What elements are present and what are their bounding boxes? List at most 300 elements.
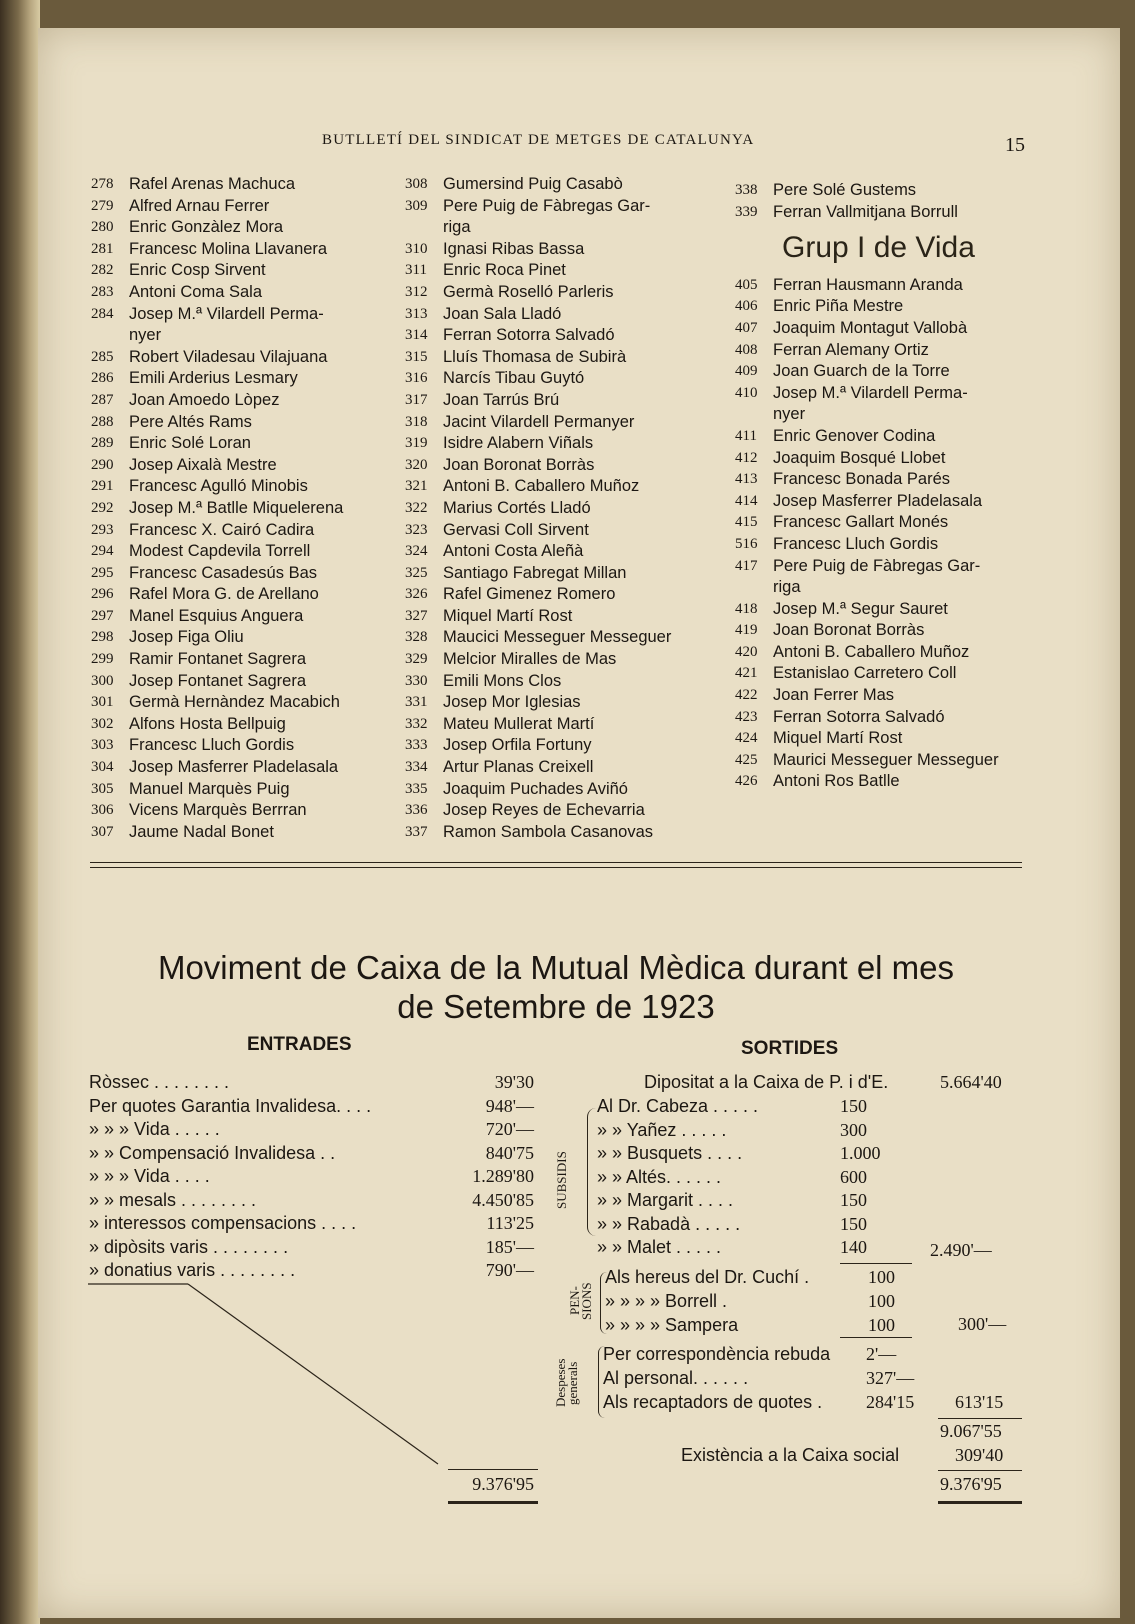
- subsidi-label: Al Dr. Cabeza . . . . .: [597, 1096, 759, 1116]
- member-number: 339: [735, 203, 758, 220]
- member-name: Germà Hernàndez Macabich: [129, 693, 340, 712]
- member-number: 415: [735, 514, 758, 531]
- member-number: 323: [405, 521, 428, 538]
- member-row: [735, 202, 1035, 224]
- member-row: [405, 476, 715, 498]
- member-row: [405, 606, 715, 628]
- member-row: [91, 627, 391, 649]
- member-name: Gervasi Coll Sirvent: [443, 520, 589, 539]
- member-name: Ferran Vallmitjana Borrull: [773, 202, 958, 221]
- section-title-line-1: Moviment de Caixa de la Mutual Mèdica durant el mes: [157, 949, 955, 986]
- despesa-label: Al personal. . . . . .: [603, 1367, 749, 1388]
- member-row: [735, 318, 1035, 340]
- member-number: 304: [91, 759, 114, 776]
- member-name: Joan Tarrús Brú: [443, 390, 560, 409]
- pensio-label: » » » » Borrell .: [605, 1290, 728, 1311]
- member-name: Melcior Miralles de Mas: [443, 650, 617, 669]
- member-name: Joan Boronat Borràs: [443, 455, 595, 474]
- member-row: [91, 714, 391, 736]
- member-list-column-3: [735, 180, 1035, 793]
- entrades-total: 9.376'95: [472, 1474, 534, 1494]
- entrada-label: » » » Vida . . . .: [89, 1166, 210, 1186]
- member-name: Antoni Ros Batlle: [773, 772, 900, 791]
- member-row: [405, 757, 715, 779]
- member-row: [735, 404, 1035, 426]
- member-name: Francesc Lluch Gordis: [773, 534, 939, 553]
- member-row: [735, 296, 1035, 318]
- member-row: [735, 340, 1035, 362]
- member-name: Francesc Molina Llavanera: [129, 239, 328, 258]
- member-name: Gumersind Puig Casabò: [443, 175, 623, 193]
- member-number: 516: [735, 535, 758, 552]
- member-row: [405, 735, 715, 757]
- existencia-amount: 309'40: [955, 1445, 1004, 1465]
- member-number: 336: [405, 802, 428, 819]
- member-number: 325: [405, 564, 428, 581]
- despesa-amount: 284'15: [866, 1391, 915, 1412]
- member-number: 326: [405, 586, 428, 603]
- member-number: 419: [735, 622, 758, 639]
- subsidi-label: » » Yañez . . . . .: [597, 1119, 727, 1140]
- member-number: 321: [405, 478, 428, 495]
- page-number: 15: [1005, 134, 1025, 156]
- member-name: Antoni Costa Aleñà: [443, 542, 584, 561]
- member-name: Narcís Tibau Guytó: [443, 369, 585, 388]
- member-row: [405, 649, 715, 671]
- member-number: 424: [735, 730, 758, 747]
- member-name: Josep M.ª Vilardell Perma-: [773, 383, 968, 402]
- member-row: [405, 433, 715, 455]
- member-name: Rafel Gimenez Romero: [443, 585, 616, 604]
- member-row: [91, 476, 391, 498]
- member-number: 331: [405, 694, 428, 711]
- pensions-total: 300'—: [958, 1314, 1007, 1334]
- deposit-amount: 5.664'40: [940, 1072, 1002, 1092]
- member-number: 292: [91, 499, 114, 516]
- member-number: 281: [91, 240, 114, 257]
- member-number: 426: [735, 773, 758, 790]
- member-row: [405, 800, 715, 822]
- member-row: [405, 498, 715, 520]
- member-number: 407: [735, 319, 758, 336]
- member-name: nyer: [129, 326, 162, 345]
- member-row: [405, 368, 715, 390]
- member-list-continued: [735, 180, 1035, 223]
- member-row: [405, 304, 715, 326]
- member-number: 297: [91, 607, 114, 624]
- member-number: 308: [405, 176, 428, 192]
- member-name: Miquel Martí Rost: [773, 729, 903, 748]
- member-list-column-2: [405, 174, 715, 843]
- pensions-label: PEN-SIONS: [567, 1282, 594, 1320]
- member-row: [91, 433, 391, 455]
- member-name: Joan Ferrer Mas: [773, 686, 895, 705]
- member-row: [735, 491, 1035, 513]
- member-name: Alfred Arnau Ferrer: [129, 196, 270, 215]
- member-name: Joaquim Montagut Vallobà: [773, 318, 968, 337]
- pensions-rule: [840, 1337, 912, 1338]
- member-name: Francesc Agulló Minobis: [129, 477, 308, 496]
- member-name: Josep Mor Iglesias: [443, 693, 581, 712]
- member-number: 338: [735, 182, 758, 198]
- entrada-amount: 4.450'85: [472, 1189, 534, 1210]
- member-row: [405, 584, 715, 606]
- subsidi-amount: 150: [840, 1096, 867, 1116]
- cancel-diagonal: [88, 1280, 458, 1466]
- member-name: Enric Solé Loran: [129, 434, 251, 453]
- member-row: [405, 627, 715, 649]
- despesa-label: Per correspondència rebuda: [603, 1344, 831, 1364]
- member-row: [405, 455, 715, 477]
- entrada-label: Per quotes Garantia Invalidesa. . . .: [89, 1095, 372, 1116]
- member-name: Francesc Casadesús Bas: [129, 563, 318, 582]
- member-row: [735, 180, 1035, 202]
- subsidi-amount: 300: [840, 1119, 867, 1140]
- member-name: Pere Puig de Fàbregas Gar-: [443, 196, 651, 215]
- member-row: [91, 563, 391, 585]
- member-number: 414: [735, 492, 758, 509]
- member-row: [735, 599, 1035, 621]
- member-row: [735, 620, 1035, 642]
- member-number: 285: [91, 348, 114, 365]
- subsidi-label: » » Busquets . . . .: [597, 1143, 743, 1163]
- member-name: Josep M.ª Batlle Miquelerena: [129, 498, 344, 517]
- member-name: Joan Boronat Borràs: [773, 621, 925, 640]
- pensio-label: » » » » Sampera: [605, 1314, 739, 1335]
- member-name: Estanislao Carretero Coll: [773, 664, 957, 683]
- entrada-label: » » mesals . . . . . . . .: [89, 1189, 257, 1210]
- despesa-label: Als recaptadors de quotes .: [603, 1391, 823, 1412]
- member-name: Jaume Nadal Bonet: [129, 822, 274, 841]
- section-title-line-2: de Setembre de 1923: [397, 988, 715, 1025]
- entrada-label: » » » Vida . . . . .: [89, 1119, 220, 1139]
- member-row: [405, 520, 715, 542]
- member-name: Josep Masferrer Pladelasala: [773, 491, 983, 510]
- member-number: 283: [91, 283, 114, 300]
- member-row: [735, 512, 1035, 534]
- member-row: [405, 239, 715, 261]
- member-row: [405, 671, 715, 693]
- member-number: 334: [405, 759, 428, 776]
- member-name: Rafel Arenas Machuca: [129, 175, 296, 193]
- subsidi-amount: 600: [840, 1166, 867, 1187]
- member-name: Josep Fontanet Sagrera: [129, 671, 307, 690]
- entrades-total-double-rule: [448, 1501, 538, 1504]
- member-name: Lluís Thomasa de Subirà: [443, 347, 627, 366]
- member-row: [91, 541, 391, 563]
- member-number: 286: [91, 370, 114, 387]
- group-heading: Grup I de Vida: [782, 231, 975, 265]
- member-name: riga: [773, 578, 801, 597]
- member-number: 324: [405, 543, 428, 560]
- member-row: [405, 174, 715, 196]
- section-title: [90, 948, 1022, 1026]
- member-number: 320: [405, 456, 428, 473]
- member-name: Manuel Marquès Puig: [129, 779, 290, 798]
- member-name: Enric Gonzàlez Mora: [129, 218, 284, 237]
- double-rule-bottom: [90, 867, 1022, 868]
- member-row: [91, 649, 391, 671]
- member-number: 408: [735, 341, 758, 358]
- member-name: Vicens Marquès Berrran: [129, 801, 307, 820]
- member-row: [735, 469, 1035, 491]
- member-name: Maucici Messeguer Messeguer: [443, 628, 672, 647]
- entrades-heading: ENTRADES: [247, 1034, 352, 1055]
- member-name: Enric Genover Codina: [773, 426, 936, 445]
- entrada-label: » dipòsits varis . . . . . . . .: [89, 1236, 289, 1257]
- member-row: [91, 520, 391, 542]
- member-name: Robert Viladesau Vilajuana: [129, 347, 328, 366]
- member-row: [405, 692, 715, 714]
- member-name: Joan Amoedo Lòpez: [129, 390, 280, 409]
- member-row: [405, 196, 715, 218]
- member-number: 288: [91, 413, 114, 430]
- member-number: 421: [735, 665, 758, 682]
- subsidis-brace: [587, 1108, 596, 1236]
- member-row: [91, 671, 391, 693]
- member-number: 289: [91, 435, 114, 452]
- member-number: 287: [91, 391, 114, 408]
- member-name: Rafel Mora G. de Arellano: [129, 585, 319, 604]
- member-number: 330: [405, 672, 428, 689]
- member-row: [91, 455, 391, 477]
- member-name: Modest Capdevila Torrell: [129, 542, 311, 561]
- group-member-list: [735, 275, 1035, 793]
- member-row: [405, 412, 715, 434]
- member-name: Germà Roselló Parleris: [443, 282, 614, 301]
- member-name: Antoni Coma Sala: [129, 282, 262, 301]
- entrades-total-rule: [448, 1469, 538, 1470]
- member-row: [735, 685, 1035, 707]
- entrada-label: » donatius varis . . . . . . . .: [89, 1260, 296, 1280]
- member-row: [735, 426, 1035, 448]
- member-row: [405, 714, 715, 736]
- member-name: Joan Sala Lladó: [443, 304, 562, 323]
- subsidis-label: SUBSIDIS: [554, 1151, 569, 1209]
- member-number: 422: [735, 687, 758, 704]
- member-name: Francesc Lluch Gordis: [129, 736, 295, 755]
- pensio-amount: 100: [868, 1267, 895, 1287]
- member-name: Joaquim Puchades Aviñó: [443, 779, 628, 798]
- member-number: 313: [405, 305, 428, 322]
- member-number: 294: [91, 543, 114, 560]
- sortides-total-double-rule: [938, 1501, 1022, 1504]
- member-number: 411: [735, 427, 757, 444]
- entrada-amount: 790'—: [485, 1260, 534, 1280]
- subsidi-amount: 140: [840, 1237, 867, 1257]
- member-row: [91, 368, 391, 390]
- member-row: [91, 735, 391, 757]
- member-name: Pere Puig de Fàbregas Gar-: [773, 556, 981, 575]
- entrada-amount: 1.289'80: [472, 1166, 534, 1186]
- sortides-total-rule: [938, 1470, 1022, 1471]
- member-number: 307: [91, 823, 114, 840]
- member-name: Ferran Sotorra Salvadó: [773, 707, 945, 726]
- member-row: [91, 584, 391, 606]
- member-number: 311: [405, 262, 427, 279]
- member-row: [735, 577, 1035, 599]
- member-number: 333: [405, 737, 428, 754]
- member-row: [405, 347, 715, 369]
- member-row: [405, 217, 715, 239]
- member-row: [735, 534, 1035, 556]
- member-row: [735, 771, 1035, 793]
- member-number: 412: [735, 449, 758, 466]
- entrada-label: Ròssec . . . . . . . .: [89, 1072, 230, 1092]
- member-name: Francesc X. Cairó Cadira: [129, 520, 315, 539]
- member-number: 303: [91, 737, 114, 754]
- entrada-amount: 948'—: [485, 1095, 534, 1116]
- subsidi-label: » » Rabadà . . . . .: [597, 1213, 741, 1234]
- member-row: [735, 750, 1035, 772]
- member-number: 295: [91, 564, 114, 581]
- member-row: [91, 779, 391, 801]
- subtotal-rule: [938, 1418, 1022, 1419]
- member-name: Joan Guarch de la Torre: [773, 362, 950, 381]
- member-row: [405, 541, 715, 563]
- member-number: 296: [91, 586, 114, 603]
- member-row: [735, 361, 1035, 383]
- entrada-label: » interessos compensacions . . . .: [89, 1213, 357, 1233]
- despeses-label: Despeses generals: [553, 1358, 580, 1408]
- member-row: [735, 642, 1035, 664]
- despeses-total: 613'15: [955, 1392, 1004, 1412]
- member-row: [91, 390, 391, 412]
- subtotal: 9.067'55: [940, 1421, 1002, 1441]
- member-row: [735, 275, 1035, 297]
- member-name: Francesc Gallart Monés: [773, 513, 949, 532]
- pensio-label: Als hereus del Dr. Cuchí .: [605, 1267, 810, 1287]
- member-number: 300: [91, 672, 114, 689]
- member-row: [735, 663, 1035, 685]
- member-number: 406: [735, 298, 758, 315]
- entrada-label: » » Compensació Invalidesa . .: [89, 1142, 336, 1163]
- member-name: Ferran Hausmann Aranda: [773, 275, 963, 294]
- member-row: [405, 822, 715, 844]
- member-number: 319: [405, 435, 428, 452]
- member-number: 282: [91, 262, 114, 279]
- member-name: Francesc Bonada Parés: [773, 470, 951, 489]
- member-name: Manel Esquius Anguera: [129, 606, 304, 625]
- member-number: 337: [405, 823, 428, 840]
- member-row: [91, 196, 391, 218]
- member-number: 413: [735, 471, 758, 488]
- member-number: 328: [405, 629, 428, 646]
- member-number: 316: [405, 370, 428, 387]
- member-name: Isidre Alabern Viñals: [443, 434, 594, 453]
- member-name: Emili Mons Clos: [443, 671, 562, 690]
- member-row: [91, 800, 391, 822]
- subsidis-total: 2.490'—: [930, 1240, 992, 1260]
- member-number: 332: [405, 715, 428, 732]
- member-name: riga: [443, 218, 471, 237]
- existencia-label: Existència a la Caixa social: [681, 1445, 900, 1465]
- member-number: 284: [91, 305, 114, 322]
- member-number: 420: [735, 643, 758, 660]
- member-number: 312: [405, 283, 428, 300]
- despesa-amount: 2'—: [866, 1344, 897, 1364]
- member-name: Miquel Martí Rost: [443, 606, 573, 625]
- member-name: Antoni B. Caballero Muñoz: [773, 642, 970, 661]
- member-row: [735, 556, 1035, 578]
- member-name: Josep M.ª Vilardell Perma-: [129, 304, 324, 323]
- member-row: [405, 390, 715, 412]
- despesa-amount: 327'—: [866, 1367, 915, 1388]
- member-number: 315: [405, 348, 428, 365]
- member-row: [405, 282, 715, 304]
- member-number: 335: [405, 780, 428, 797]
- member-name: Ferran Alemany Ortiz: [773, 340, 929, 359]
- member-name: Enric Cosp Sirvent: [129, 261, 266, 280]
- member-row: [91, 325, 391, 347]
- member-row: [405, 563, 715, 585]
- member-row: [91, 757, 391, 779]
- book-binding: [0, 0, 40, 1624]
- member-number: 290: [91, 456, 114, 473]
- member-number: 293: [91, 521, 114, 538]
- entrada-amount: 720'—: [485, 1119, 534, 1139]
- member-name: Josep Figa Oliu: [129, 628, 244, 647]
- member-number: 329: [405, 651, 428, 668]
- member-number: 291: [91, 478, 114, 495]
- member-number: 306: [91, 802, 114, 819]
- member-number: 417: [735, 557, 758, 574]
- member-row: [91, 347, 391, 369]
- member-number: 310: [405, 240, 428, 257]
- entrada-amount: 185'—: [485, 1236, 534, 1257]
- member-number: 410: [735, 384, 758, 401]
- member-number: 305: [91, 780, 114, 797]
- double-rule-top: [90, 862, 1022, 863]
- subsidi-amount: 150: [840, 1213, 867, 1234]
- member-row: [405, 260, 715, 282]
- member-number: 302: [91, 715, 114, 732]
- subsidi-label: » » Altés. . . . . .: [597, 1166, 722, 1187]
- member-row: [91, 260, 391, 282]
- member-name: Enric Roca Pinet: [443, 261, 566, 280]
- entrada-amount: 840'75: [485, 1142, 534, 1163]
- member-name: Josep Masferrer Pladelasala: [129, 758, 339, 777]
- member-number: 317: [405, 391, 428, 408]
- member-name: Jacint Vilardell Permanyer: [443, 412, 635, 431]
- subsidi-amount: 1.000: [840, 1143, 881, 1163]
- subsidi-label: » » Malet . . . . .: [597, 1237, 722, 1257]
- member-name: Josep Aixalà Mestre: [129, 455, 277, 474]
- member-number: 314: [405, 327, 428, 344]
- subsidi-label: » » Margarit . . . .: [597, 1190, 734, 1210]
- entrada-amount: 113'25: [486, 1213, 534, 1233]
- member-number: 309: [405, 197, 428, 214]
- deposit-label: Dipositat a la Caixa de P. i d'E.: [644, 1072, 889, 1092]
- member-number: 278: [91, 176, 114, 192]
- member-name: Artur Planas Creixell: [443, 758, 594, 777]
- member-row: [91, 606, 391, 628]
- member-name: Mateu Mullerat Martí: [443, 714, 595, 733]
- sortides-heading: SORTIDES: [741, 1038, 839, 1059]
- member-name: Joaquim Bosqué Llobet: [773, 448, 946, 467]
- member-number: 409: [735, 363, 758, 380]
- member-list-column-1: [91, 174, 391, 843]
- member-name: Ferran Sotorra Salvadó: [443, 326, 615, 345]
- member-row: [91, 282, 391, 304]
- member-name: Maurici Messeguer Messeguer: [773, 750, 999, 769]
- pensio-amount: 100: [868, 1314, 895, 1335]
- member-number: 425: [735, 751, 758, 768]
- member-number: 298: [91, 629, 114, 646]
- member-number: 322: [405, 499, 428, 516]
- member-name: Marius Cortés Lladó: [443, 498, 591, 517]
- subsidi-amount: 150: [840, 1190, 867, 1210]
